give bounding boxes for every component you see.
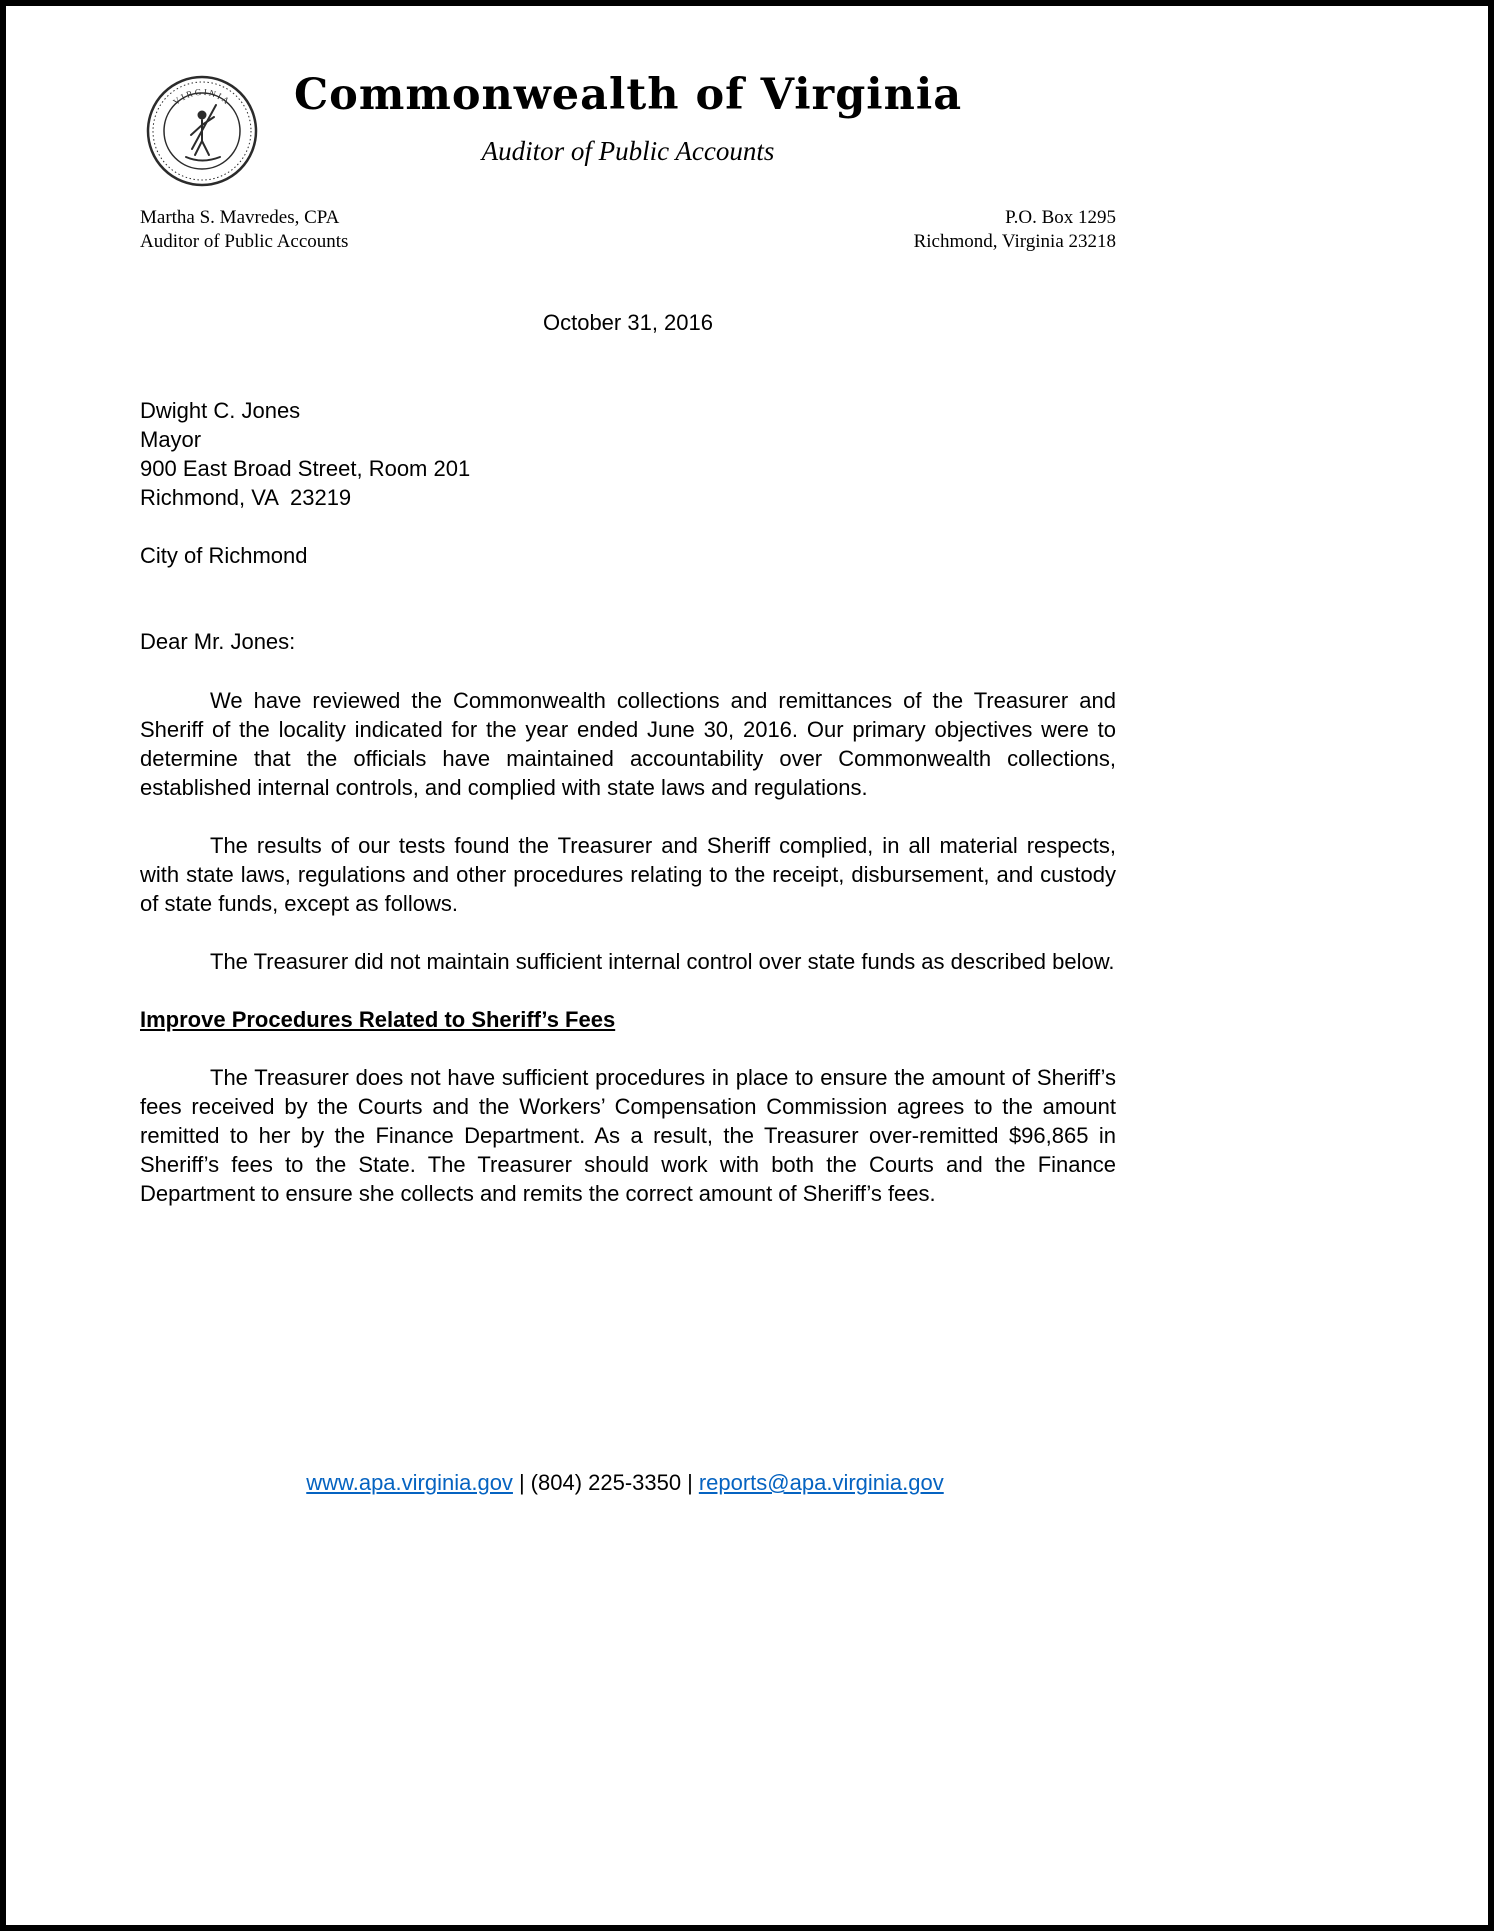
po-box: P.O. Box 1295 [1005, 207, 1116, 228]
email-link[interactable]: reports@apa.virginia.gov [698, 1470, 944, 1495]
seal-ring-text: VIRGINIA [171, 86, 233, 108]
recipient-address-block [140, 396, 1116, 512]
phone-number: (804) 225-3350 [530, 1470, 682, 1495]
official-title: Auditor of Public Accounts [140, 231, 349, 252]
footer-separator-1: | [518, 1470, 525, 1495]
seal-figure-icon [186, 105, 220, 161]
footer-separator-2: | [687, 1470, 693, 1495]
official-contact-block [140, 206, 348, 254]
letter-date: October 31, 2016 [542, 310, 713, 335]
office-address-block [914, 206, 1116, 254]
letterhead-contacts [140, 206, 1116, 254]
body-paragraph-2: The results of our tests found the Treasurer and Sheriff complied, in all material respects, with state laws, regulations and other procedures relating to the receipt, disbursement, and custody of state funds, except as follows. [140, 833, 1116, 916]
recipient-name: Dwight C. Jones [140, 398, 301, 423]
body-paragraph-3: The Treasurer did not maintain sufficient internal control over state funds as described below. [210, 949, 1115, 974]
recipient-street: 900 East Broad Street, Room 201 [140, 456, 471, 481]
official-name: Martha S. Mavredes, CPA [140, 207, 340, 228]
finding-section-heading: Improve Procedures Related to Sheriff’s Fees [140, 1007, 616, 1032]
svg-text:VIRGINIA [171, 87, 233, 107]
recipient-title: Mayor [140, 427, 202, 452]
body-paragraph-1: We have reviewed the Commonwealth collections and remittances of the Treasurer and Sheriff of the locality indicated for the year ended June 30, 2016. Our primary objectives were to determine that the officials have maintained accountability over Commonwealth collections, established internal controls, and complied with state laws and regulations. [140, 688, 1116, 800]
recipient-city-state-zip: Richmond, VA 23219 [140, 485, 352, 510]
locality-line: City of Richmond [140, 543, 308, 568]
organization-title: Commonwealth of Virginia [293, 70, 963, 120]
organization-subtitle: Auditor of Public Accounts [481, 136, 775, 166]
website-link[interactable]: www.apa.virginia.gov [306, 1470, 513, 1495]
salutation: Dear Mr. Jones: [140, 629, 296, 654]
office-city-state-zip: Richmond, Virginia 23218 [913, 231, 1116, 252]
finding-paragraph: The Treasurer does not have sufficient procedures in place to ensure the amount of Sheriff’s fees received by the Courts and the Workers’ Compensation Commission agrees to the amount remitted to her by the Finance Department. As a result, the Treasurer over-remitted $96,865 in Sheriff’s fees to the State. The Treasurer should work with both the Courts and the Finance Department to ensure she collects and remits the correct amount of Sheriff’s fees. [140, 1065, 1116, 1206]
virginia-state-seal-icon [146, 70, 258, 192]
footer-contact-line [140, 1468, 1110, 1497]
letterhead [140, 70, 1116, 206]
